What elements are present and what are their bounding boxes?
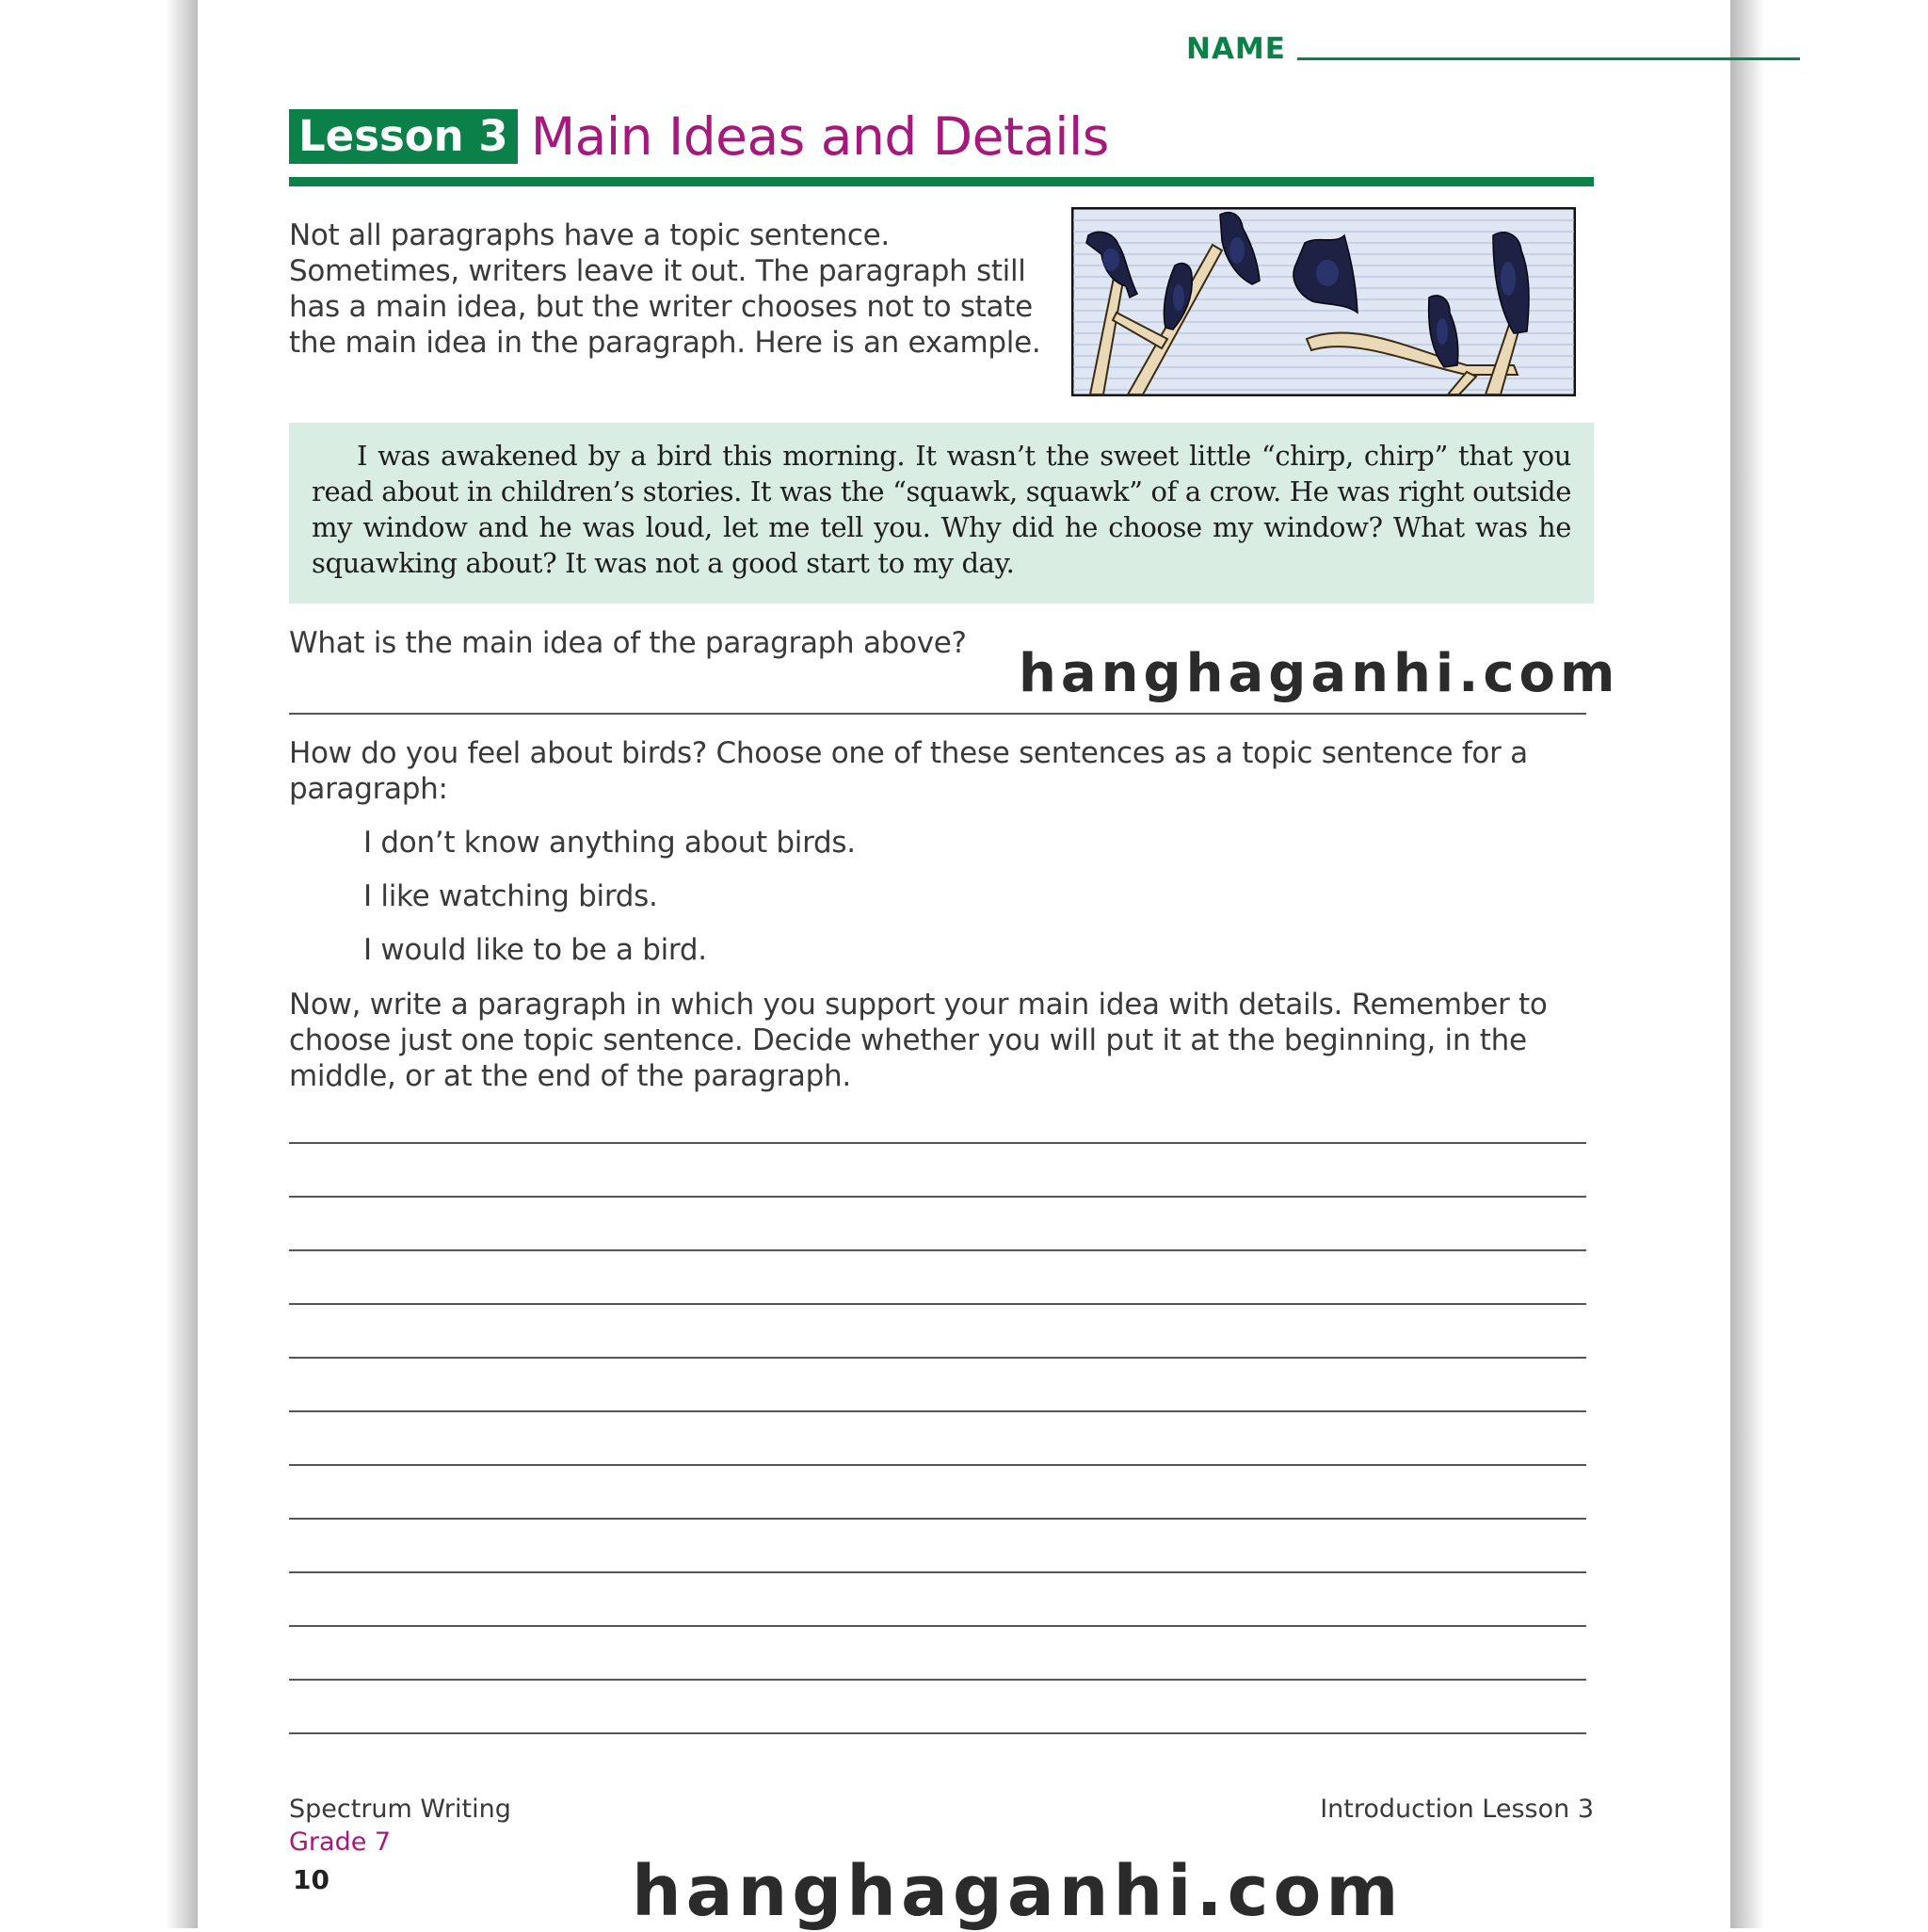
topic-sentence-option: I would like to be a bird.: [363, 933, 707, 967]
topic-sentence-option: I like watching birds.: [363, 879, 658, 913]
writing-line[interactable]: [289, 1249, 1586, 1251]
page-shadow-right: [1730, 0, 1764, 1928]
writing-line[interactable]: [289, 1571, 1586, 1573]
writing-line[interactable]: [289, 1410, 1586, 1412]
lesson-badge: Lesson 3: [289, 109, 518, 164]
name-label: NAME: [1186, 32, 1286, 66]
write-paragraph-prompt: Now, write a paragraph in which you support your main idea with details. Remember to choose just one topic sentence. Decide whether you will put it at the beginning, in the middle, or at the end of the paragraph.: [289, 988, 1548, 1093]
main-idea-question: What is the main idea of the paragraph above?: [289, 626, 967, 660]
main-idea-answer-line[interactable]: [289, 713, 1586, 715]
lesson-title: Main Ideas and Details: [530, 106, 1109, 167]
topic-sentence-option: I don’t know anything about birds.: [363, 826, 856, 860]
writing-line[interactable]: [289, 1357, 1586, 1359]
name-field[interactable]: [1186, 32, 1800, 66]
page-shadow-left: [166, 0, 200, 1928]
footer-grade: Grade 7: [289, 1827, 392, 1857]
writing-line[interactable]: [289, 1518, 1586, 1520]
page-number: 10: [293, 1864, 329, 1895]
intro-paragraph: Not all paragraphs have a topic sentence. Sometimes, writers leave it out. The paragraph still has a main idea, but the writer chooses not to state the main idea in the paragraph. Here is an example.: [289, 218, 1041, 360]
writing-line[interactable]: [289, 1464, 1586, 1466]
footer-section: Introduction Lesson 3: [1320, 1795, 1594, 1824]
writing-line[interactable]: [289, 1196, 1586, 1198]
writing-line[interactable]: [289, 1679, 1586, 1681]
writing-line[interactable]: [289, 1732, 1586, 1734]
writing-line[interactable]: [289, 1625, 1586, 1627]
footer-book-title: Spectrum Writing: [289, 1795, 511, 1824]
watermark: hanghaganhi.com: [1019, 643, 1620, 704]
writing-line[interactable]: [289, 1142, 1586, 1144]
watermark: hanghaganhi.com: [632, 1851, 1404, 1932]
name-answer-line[interactable]: [1297, 57, 1800, 60]
worksheet-page: [198, 0, 1730, 1928]
feel-about-birds-prompt: How do you feel about birds? Choose one of these sentences as a topic sentence for a paragraph:: [289, 736, 1528, 806]
writing-line[interactable]: [289, 1303, 1586, 1305]
example-paragraph: I was awakened by a bird this morning. It wasn’t the sweet little “chirp, chirp” that you read about in children’s stories. It was the “squawk, squawk” of a crow. He was right outside my window and he was loud, let me tell you. Why did he choose my window? What was he squawking about? It was not a good start to my day.: [312, 440, 1571, 579]
crows-on-branches-illustration: [1071, 207, 1576, 396]
lesson-heading: [289, 106, 1109, 167]
heading-rule: [289, 177, 1594, 186]
example-paragraph-box: [289, 423, 1594, 604]
